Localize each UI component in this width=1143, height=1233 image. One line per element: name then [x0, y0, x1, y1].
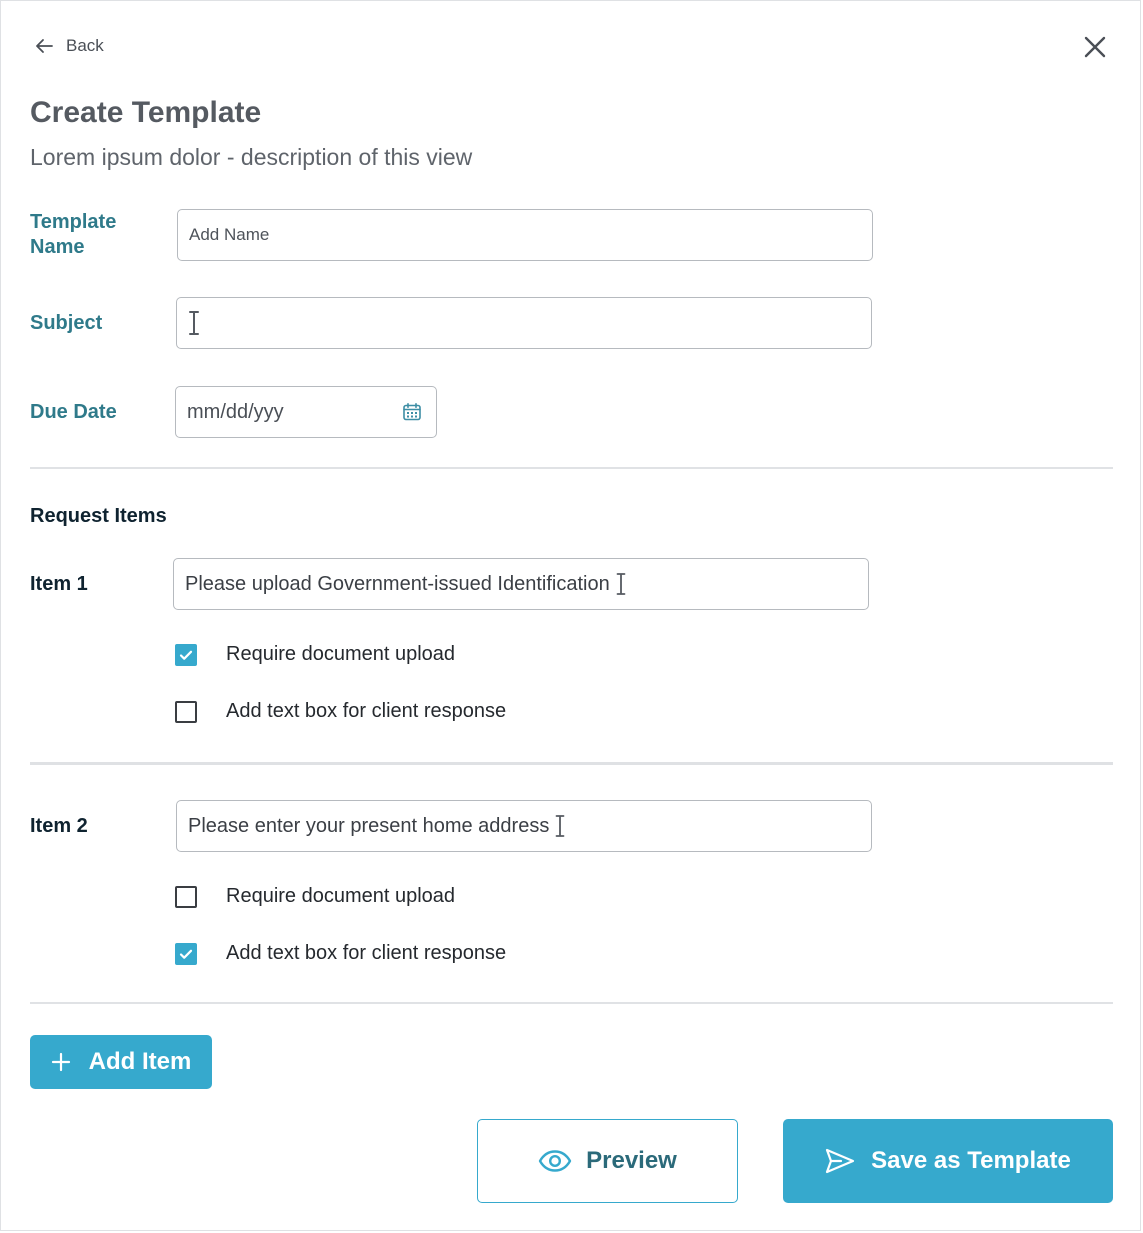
item-2-text-box-checkbox[interactable]: [175, 942, 506, 965]
check-icon: [178, 946, 194, 962]
divider: [30, 762, 1113, 765]
item-1-value: Please upload Government-issued Identification: [185, 572, 610, 595]
save-as-template-label: Save as Template: [871, 1147, 1071, 1174]
close-icon: [1081, 33, 1109, 61]
save-as-template-button[interactable]: [783, 1119, 1113, 1203]
calendar-icon[interactable]: [402, 402, 422, 422]
eye-icon: [538, 1149, 572, 1173]
item-1-text-box-checkbox[interactable]: [175, 700, 506, 723]
plus-icon: [51, 1052, 71, 1072]
checkbox-label: Add text box for client response: [226, 700, 507, 722]
item-2-input[interactable]: [176, 800, 872, 852]
due-date-label: Due Date: [30, 401, 117, 423]
back-label: Back: [66, 36, 104, 55]
arrow-left-icon: [32, 34, 56, 58]
item-2-value: Please enter your present home address: [188, 814, 550, 837]
add-item-label: Add Item: [88, 1048, 192, 1075]
request-items-title: Request Items: [30, 505, 167, 527]
checkbox-label: Require document upload: [226, 643, 456, 665]
divider: [30, 1002, 1113, 1004]
preview-label: Preview: [586, 1147, 677, 1174]
template-name-input[interactable]: [177, 209, 873, 261]
checkbox-checked[interactable]: [175, 943, 197, 965]
preview-button[interactable]: [477, 1119, 738, 1203]
item-2-require-upload-checkbox[interactable]: [175, 885, 455, 908]
due-date-input[interactable]: [175, 386, 437, 438]
template-name-label-line1: Template: [30, 211, 117, 233]
checkbox-unchecked[interactable]: [175, 701, 197, 723]
due-date-placeholder: mm/dd/yyy: [187, 400, 284, 423]
add-item-button[interactable]: [30, 1035, 212, 1089]
page-subtitle: Lorem ipsum dolor - description of this view: [30, 144, 473, 170]
template-name-label: [30, 210, 116, 260]
item-1-require-upload-checkbox[interactable]: [175, 643, 455, 666]
divider: [30, 467, 1113, 469]
send-icon: [825, 1148, 855, 1174]
subject-label: Subject: [30, 312, 103, 334]
check-icon: [178, 647, 194, 663]
checkbox-label: Require document upload: [226, 885, 456, 907]
item-2-label: Item 2: [30, 815, 88, 837]
text-cursor-icon: [616, 572, 626, 596]
item-1-input[interactable]: [173, 558, 869, 610]
checkbox-checked[interactable]: [175, 644, 197, 666]
page-title: Create Template: [30, 96, 262, 129]
template-name-label-line2: Name: [30, 236, 85, 258]
close-button[interactable]: [1081, 33, 1109, 61]
template-name-placeholder: Add Name: [189, 225, 270, 244]
item-1-label: Item 1: [30, 573, 88, 595]
checkbox-label: Add text box for client response: [226, 942, 507, 964]
back-link[interactable]: [32, 34, 104, 58]
text-cursor-icon: [188, 310, 200, 336]
subject-input[interactable]: [176, 297, 872, 349]
text-cursor-icon: [555, 814, 565, 838]
checkbox-unchecked[interactable]: [175, 886, 197, 908]
